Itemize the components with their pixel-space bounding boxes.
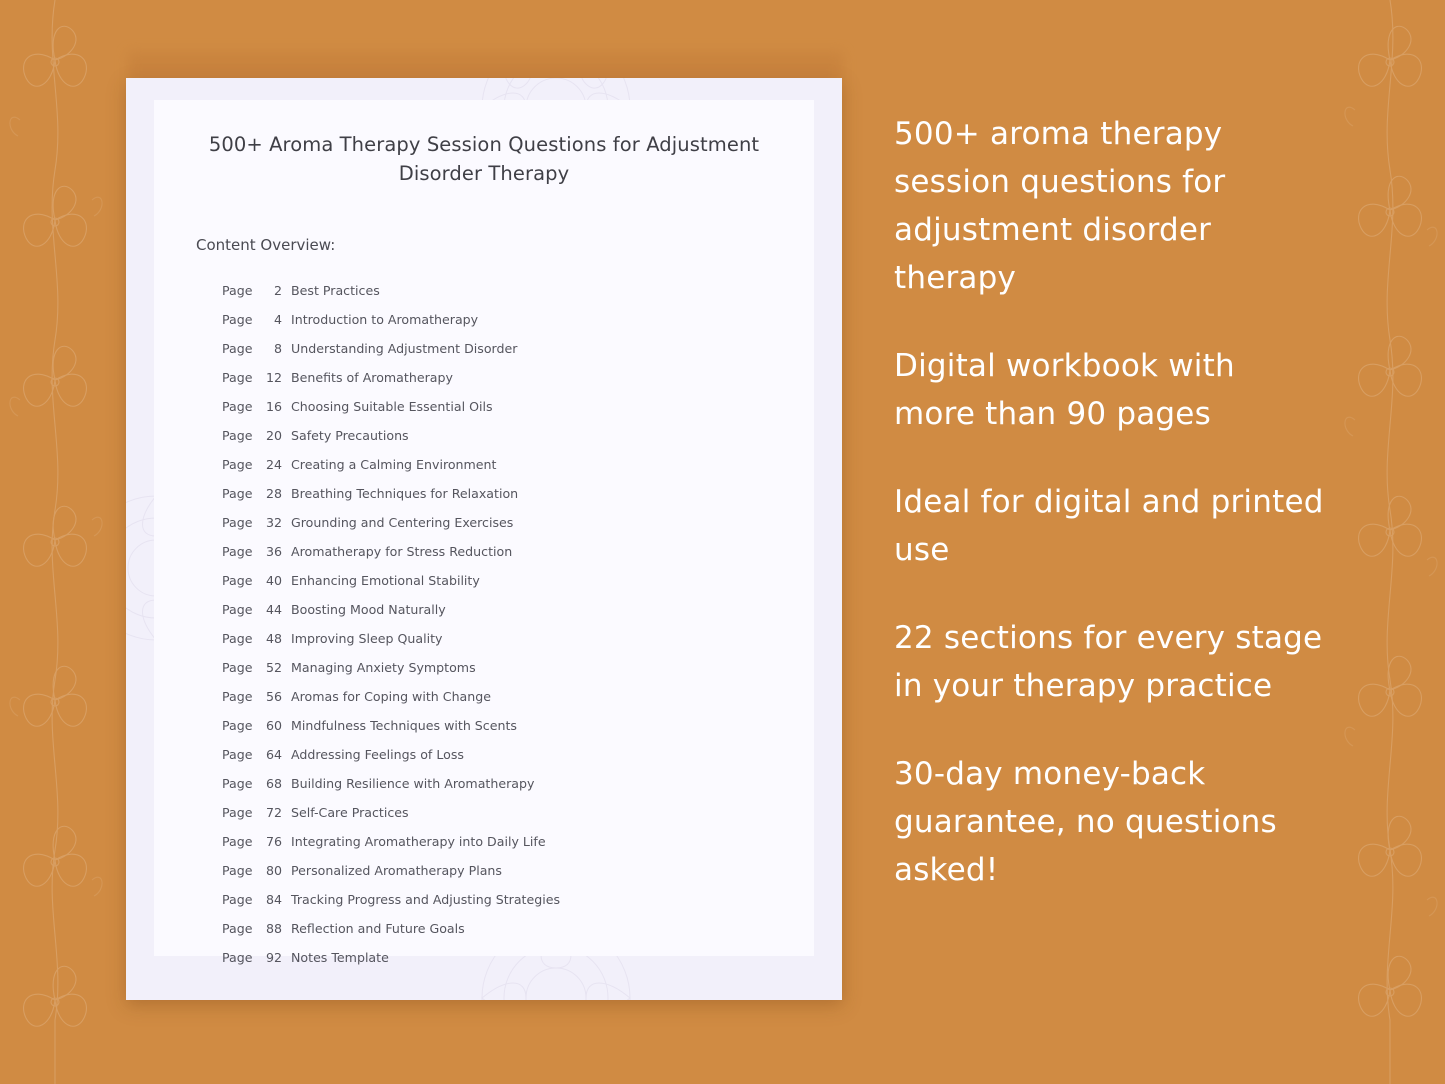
marketing-headline: 500+ aroma therapy session questions for adjustment disorder therapy <box>894 116 1226 296</box>
toc-page-word: Page <box>222 631 253 646</box>
toc-entry <box>222 276 786 305</box>
toc-page-number: 76 <box>265 834 282 849</box>
toc-entry-title: Improving Sleep Quality <box>291 631 443 646</box>
toc-entry <box>222 624 786 653</box>
toc-page-number: 16 <box>265 399 282 414</box>
toc-page-word: Page <box>222 399 253 414</box>
toc-page-word: Page <box>222 776 253 791</box>
toc-page-word: Page <box>222 689 253 704</box>
toc-entry-title: Integrating Aromatherapy into Daily Life <box>291 834 546 849</box>
toc-page-number: 40 <box>265 573 282 588</box>
toc-entry <box>222 450 786 479</box>
document-title: 500+ Aroma Therapy Session Questions for Adjustment Disorder Therapy <box>208 133 760 185</box>
toc-entry <box>222 740 786 769</box>
toc-page-word: Page <box>222 544 253 559</box>
toc-page-number: 44 <box>265 602 282 617</box>
toc-page-number: 60 <box>265 718 282 733</box>
toc-entry-title: Personalized Aromatherapy Plans <box>291 863 502 878</box>
toc-entry-title: Safety Precautions <box>291 428 409 443</box>
toc-entry <box>222 595 786 624</box>
table-of-contents <box>222 276 786 972</box>
marketing-feature-sections: 22 sections for every stage in your therapy practice <box>894 620 1323 704</box>
toc-page-number: 92 <box>265 950 282 965</box>
toc-entry-title: Choosing Suitable Essential Oils <box>291 399 493 414</box>
toc-page-word: Page <box>222 486 253 501</box>
toc-entry-title: Building Resilience with Aromatherapy <box>291 776 535 791</box>
toc-page-number: 80 <box>265 863 282 878</box>
toc-entry-title: Enhancing Emotional Stability <box>291 573 480 588</box>
toc-entry-title: Best Practices <box>291 283 380 298</box>
toc-page-word: Page <box>222 834 253 849</box>
toc-page-word: Page <box>222 863 253 878</box>
toc-entry-title: Grounding and Centering Exercises <box>291 515 514 530</box>
toc-page-word: Page <box>222 950 253 965</box>
toc-entry-title: Aromas for Coping with Change <box>291 689 491 704</box>
toc-page-number: 72 <box>265 805 282 820</box>
toc-entry <box>222 421 786 450</box>
toc-entry-title: Self-Care Practices <box>291 805 409 820</box>
toc-page-number: 52 <box>265 660 282 675</box>
toc-page-number: 88 <box>265 921 282 936</box>
toc-entry-title: Tracking Progress and Adjusting Strategies <box>291 892 561 907</box>
toc-page-word: Page <box>222 428 253 443</box>
toc-page-number: 12 <box>265 370 282 385</box>
marketing-feature-pages: Digital workbook with more than 90 pages <box>894 348 1235 432</box>
toc-entry <box>222 334 786 363</box>
toc-entry <box>222 856 786 885</box>
toc-entry-title: Managing Anxiety Symptoms <box>291 660 476 675</box>
toc-entry-title: Notes Template <box>291 950 389 965</box>
content-overview-label: Content Overview: <box>196 236 336 254</box>
toc-entry-title: Addressing Feelings of Loss <box>291 747 464 762</box>
document-content <box>126 78 842 982</box>
toc-entry <box>222 479 786 508</box>
toc-page-number: 28 <box>265 486 282 501</box>
workbook-page-preview <box>126 78 842 1000</box>
toc-page-word: Page <box>222 805 253 820</box>
toc-page-number: 68 <box>265 776 282 791</box>
toc-entry-title: Aromatherapy for Stress Reduction <box>291 544 513 559</box>
toc-page-word: Page <box>222 370 253 385</box>
toc-page-word: Page <box>222 515 253 530</box>
toc-entry <box>222 305 786 334</box>
toc-page-word: Page <box>222 283 253 298</box>
toc-page-word: Page <box>222 312 253 327</box>
toc-page-word: Page <box>222 921 253 936</box>
toc-page-word: Page <box>222 892 253 907</box>
marketing-copy <box>894 110 1324 934</box>
floral-border-left-decoration <box>0 0 110 1084</box>
marketing-feature-guarantee: 30-day money-back guarantee, no questions asked! <box>894 756 1277 888</box>
toc-entry <box>222 711 786 740</box>
toc-page-number: 8 <box>273 341 282 356</box>
toc-entry <box>222 769 786 798</box>
toc-page-word: Page <box>222 457 253 472</box>
toc-entry-title: Reflection and Future Goals <box>291 921 465 936</box>
toc-page-number: 20 <box>265 428 282 443</box>
toc-page-number: 84 <box>265 892 282 907</box>
toc-entry <box>222 914 786 943</box>
toc-entry-title: Breathing Techniques for Relaxation <box>291 486 519 501</box>
toc-page-number: 32 <box>265 515 282 530</box>
toc-page-number: 48 <box>265 631 282 646</box>
toc-entry-title: Mindfulness Techniques with Scents <box>291 718 517 733</box>
toc-entry <box>222 392 786 421</box>
toc-entry <box>222 943 786 972</box>
toc-entry <box>222 537 786 566</box>
toc-page-number: 2 <box>273 283 282 298</box>
toc-entry-title: Understanding Adjustment Disorder <box>291 341 518 356</box>
floral-border-right-decoration <box>1335 0 1445 1084</box>
toc-entry <box>222 653 786 682</box>
toc-page-word: Page <box>222 573 253 588</box>
marketing-feature-usage: Ideal for digital and printed use <box>894 484 1324 568</box>
toc-entry <box>222 682 786 711</box>
toc-entry <box>222 798 786 827</box>
toc-page-number: 24 <box>265 457 282 472</box>
toc-page-number: 4 <box>273 312 282 327</box>
toc-page-word: Page <box>222 747 253 762</box>
toc-page-number: 64 <box>265 747 282 762</box>
toc-entry-title: Creating a Calming Environment <box>291 457 497 472</box>
toc-entry <box>222 885 786 914</box>
toc-entry <box>222 363 786 392</box>
toc-page-word: Page <box>222 660 253 675</box>
toc-entry <box>222 508 786 537</box>
toc-page-word: Page <box>222 341 253 356</box>
toc-entry-title: Boosting Mood Naturally <box>291 602 446 617</box>
toc-page-number: 36 <box>265 544 282 559</box>
toc-entry <box>222 827 786 856</box>
toc-entry <box>222 566 786 595</box>
toc-entry-title: Benefits of Aromatherapy <box>291 370 453 385</box>
toc-page-number: 56 <box>265 689 282 704</box>
toc-page-word: Page <box>222 602 253 617</box>
toc-entry-title: Introduction to Aromatherapy <box>291 312 479 327</box>
toc-page-word: Page <box>222 718 253 733</box>
